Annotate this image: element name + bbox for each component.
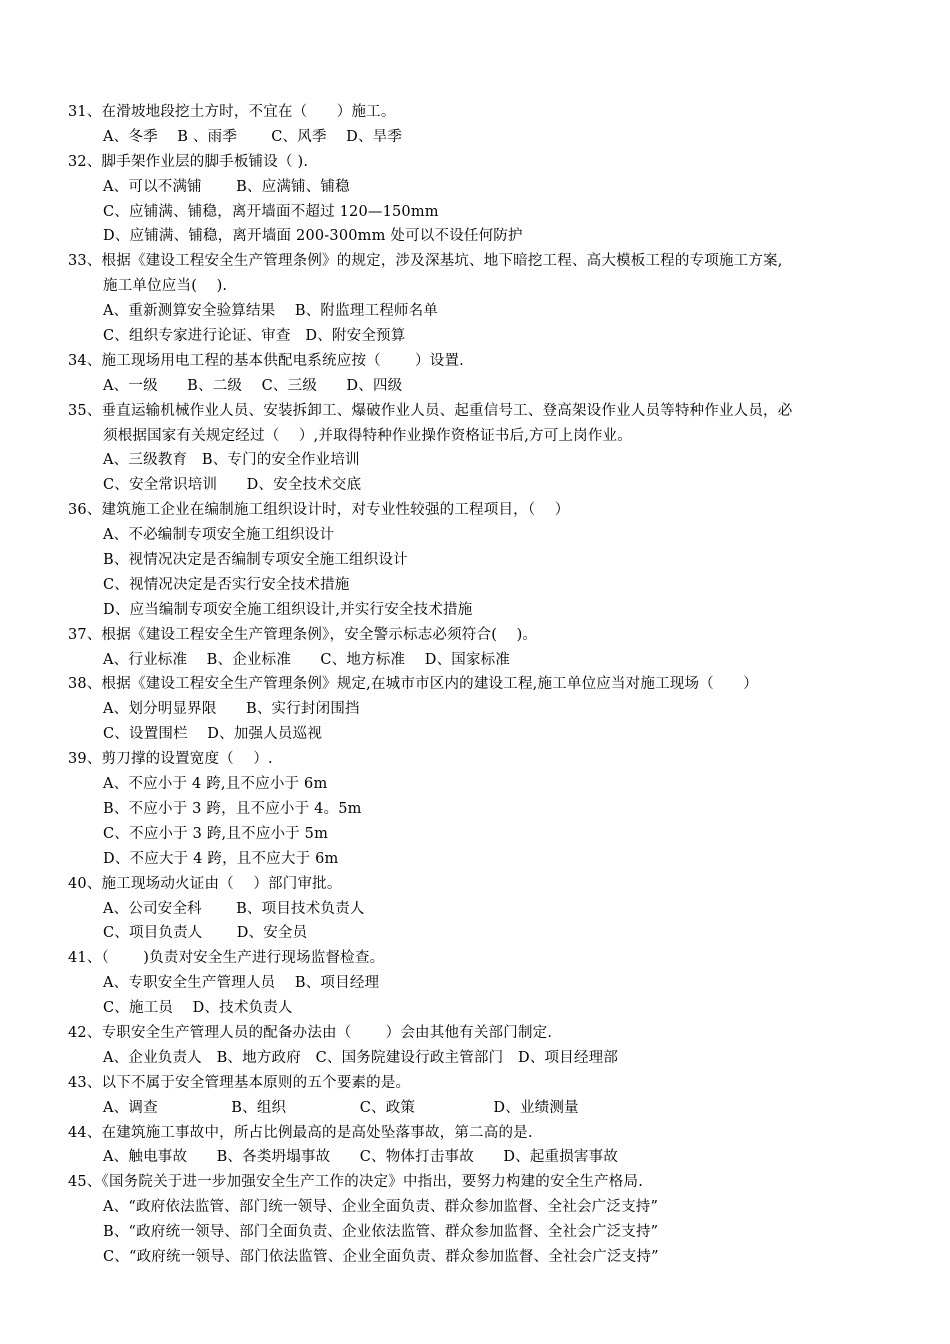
question-options: C、施工员 D、技术负责人 xyxy=(103,1000,293,1017)
question-options: A、划分明显界限 B、实行封闭围挡 xyxy=(103,701,360,718)
question-stem: 40、施工现场动火证由（ ）部门审批。 xyxy=(68,875,342,892)
question-37 xyxy=(0,623,950,673)
question-stem: 38、根据《建设工程安全生产管理条例》规定,在城市市区内的建设工程,施工单位应当对施工现场（ ） xyxy=(68,676,758,693)
document-page xyxy=(0,100,950,1270)
question-stem: 36、建筑施工企业在编制施工组织设计时，对专业性较强的工程项目，（ ） xyxy=(68,502,570,519)
question-options: C、不应小于 3 跨,且不应小于 5m xyxy=(103,825,329,842)
question-stem: 44、在建筑施工事故中，所占比例最高的是高处坠落事故，第二高的是. xyxy=(68,1124,533,1141)
question-options: D、应铺满、铺稳，离开墙面 200-300mm 处可以不设任何防护 xyxy=(103,228,523,245)
question-options: C、组织专家进行论证、审查 D、附安全预算 xyxy=(103,328,406,345)
question-options: A、一级 B、二级 C、三级 D、四级 xyxy=(103,377,403,394)
question-36 xyxy=(0,498,950,622)
question-options: B、视情况决定是否编制专项安全施工组织设计 xyxy=(103,552,408,569)
question-31 xyxy=(0,100,950,150)
question-stem: 33、根据《建设工程安全生产管理条例》的规定，涉及深基坑、地下暗挖工程、高大模板工程的专项施工方案, xyxy=(68,253,783,270)
question-options: C、视情况决定是否实行安全技术措施 xyxy=(103,576,350,593)
question-options: C、“政府统一领导、部门依法监管、企业全面负责、群众参加监督、全社会广泛支持” xyxy=(103,1248,659,1265)
question-34 xyxy=(0,349,950,399)
question-options: C、安全常识培训 D、安全技术交底 xyxy=(103,477,362,494)
question-33 xyxy=(0,249,950,349)
question-options: A、企业负责人 B、地方政府 C、国务院建设行政主管部门 D、项目经理部 xyxy=(103,1049,619,1066)
question-options: A、公司安全科 B、项目技术负责人 xyxy=(103,900,365,917)
question-stem: 34、施工现场用电工程的基本供配电系统应按（ ）设置. xyxy=(68,352,464,369)
question-options: A、三级教育 B、专门的安全作业培训 xyxy=(103,452,360,469)
question-stem: 37、根据《建设工程安全生产管理条例》，安全警示标志必须符合( )。 xyxy=(68,626,538,643)
question-options: A、可以不满铺 B、应满铺、铺稳 xyxy=(103,178,350,195)
question-38 xyxy=(0,672,950,747)
question-40 xyxy=(0,872,950,947)
question-options: C、项目负责人 D、安全员 xyxy=(103,925,308,942)
question-options: B、不应小于 3 跨，且不应小于 4。5m xyxy=(103,800,362,817)
question-options: A、重新测算安全验算结果 B、附监理工程师名单 xyxy=(103,303,439,320)
question-45 xyxy=(0,1170,950,1270)
question-stem-continued: 须根据国家有关规定经过（ ）,并取得特种作业操作资格证书后,方可上岗作业。 xyxy=(103,427,632,444)
question-32 xyxy=(0,150,950,250)
question-43 xyxy=(0,1071,950,1121)
question-options: D、不应大于 4 跨，且不应大于 6m xyxy=(103,850,339,867)
question-42 xyxy=(0,1021,950,1071)
question-options: A、行业标准 B、企业标准 C、地方标准 D、国家标准 xyxy=(103,651,511,668)
question-stem: 31、在滑坡地段挖土方时，不宜在（ ）施工。 xyxy=(68,104,396,120)
question-options: A、触电事故 B、各类坍塌事故 C、物体打击事故 D、起重损害事故 xyxy=(103,1149,619,1166)
question-39 xyxy=(0,747,950,871)
question-stem: 43、以下不属于安全管理基本原则的五个要素的是。 xyxy=(68,1074,411,1091)
question-stem: 32、脚手架作业层的脚手板铺设（ ). xyxy=(68,153,309,170)
question-options: A、不必编制专项安全施工组织设计 xyxy=(103,527,335,544)
question-35 xyxy=(0,399,950,499)
question-stem: 41、（ )负责对安全生产进行现场监督检查。 xyxy=(68,950,385,967)
question-options: D、应当编制专项安全施工组织设计,并实行安全技术措施 xyxy=(103,601,473,618)
question-options: A、“政府依法监管、部门统一领导、企业全面负责、群众参加监督、全社会广泛支持” xyxy=(103,1199,659,1216)
question-stem-continued: 施工单位应当( ). xyxy=(103,278,228,295)
question-44 xyxy=(0,1121,950,1171)
question-stem: 35、垂直运输机械作业人员、安装拆卸工、爆破作业人员、起重信号工、登高架设作业人员等特种作业人员，必 xyxy=(68,402,793,419)
question-41 xyxy=(0,946,950,1021)
question-options: C、设置围栏 D、加强人员巡视 xyxy=(103,726,323,743)
question-options: A、冬季 B 、雨季 C、风季 D、旱季 xyxy=(103,128,403,145)
question-options: A、调查 B、组织 C、政策 D、业绩测量 xyxy=(103,1099,579,1116)
question-stem: 45、《国务院关于进一步加强安全生产工作的决定》中指出，要努力构建的安全生产格局. xyxy=(68,1174,644,1191)
question-options: C、应铺满、铺稳，离开墙面不超过 120—150mm xyxy=(103,203,439,220)
question-stem: 39、剪刀撑的设置宽度（ ）. xyxy=(68,751,273,768)
question-stem: 42、专职安全生产管理人员的配备办法由（ ）会由其他有关部门制定. xyxy=(68,1024,553,1041)
question-options: B、“政府统一领导、部门全面负责、企业依法监管、群众参加监督、全社会广泛支持” xyxy=(103,1224,659,1241)
question-options: A、不应小于 4 跨,且不应小于 6m xyxy=(103,776,328,793)
question-options: A、专职安全生产管理人员 B、项目经理 xyxy=(103,975,380,992)
